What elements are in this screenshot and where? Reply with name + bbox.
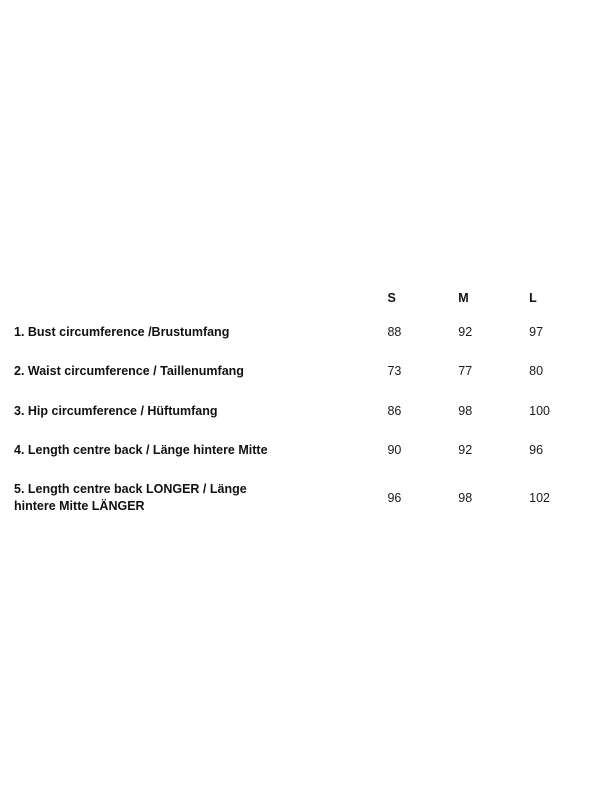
size-chart-table (0, 255, 600, 527)
measurement-label: 3. Hip circumference / Hüftumfang (14, 403, 218, 418)
measurement-value-l: 102 (529, 490, 550, 505)
column-header-measurement (0, 255, 387, 313)
column-header-size-s: S (387, 291, 396, 305)
table-row (0, 431, 600, 470)
measurement-value-l: 96 (529, 442, 544, 457)
measurement-label: 4. Length centre back / Länge hintere Mitte (14, 442, 268, 457)
measurement-label: 1. Bust circumference /Brustumfang (14, 325, 230, 339)
table-row (0, 392, 600, 431)
measurement-value-s: 86 (387, 403, 402, 418)
table-header-row (0, 255, 600, 313)
measurement-value-l: 100 (529, 403, 550, 418)
measurement-value-l: 80 (529, 364, 544, 379)
measurement-label: 5. Length centre back LONGER / Länge hintere Mitte LÄNGER (14, 482, 247, 514)
measurement-value-m: 98 (458, 403, 473, 418)
measurement-value-m: 77 (458, 364, 473, 379)
measurement-label: 2. Waist circumference / Taillenumfang (14, 364, 244, 379)
measurement-value-s: 88 (387, 325, 402, 339)
measurement-value-l: 97 (529, 325, 544, 339)
measurement-value-m: 92 (458, 325, 473, 339)
table-row (0, 313, 600, 352)
measurement-value-s: 96 (387, 490, 402, 505)
table-row (0, 352, 600, 391)
measurement-value-s: 73 (387, 364, 402, 379)
column-header-size-m: M (458, 291, 469, 305)
table-row (0, 470, 600, 527)
column-header-size-l: L (529, 291, 537, 305)
measurement-value-s: 90 (387, 442, 402, 457)
measurement-value-m: 92 (458, 442, 473, 457)
measurement-value-m: 98 (458, 490, 473, 505)
